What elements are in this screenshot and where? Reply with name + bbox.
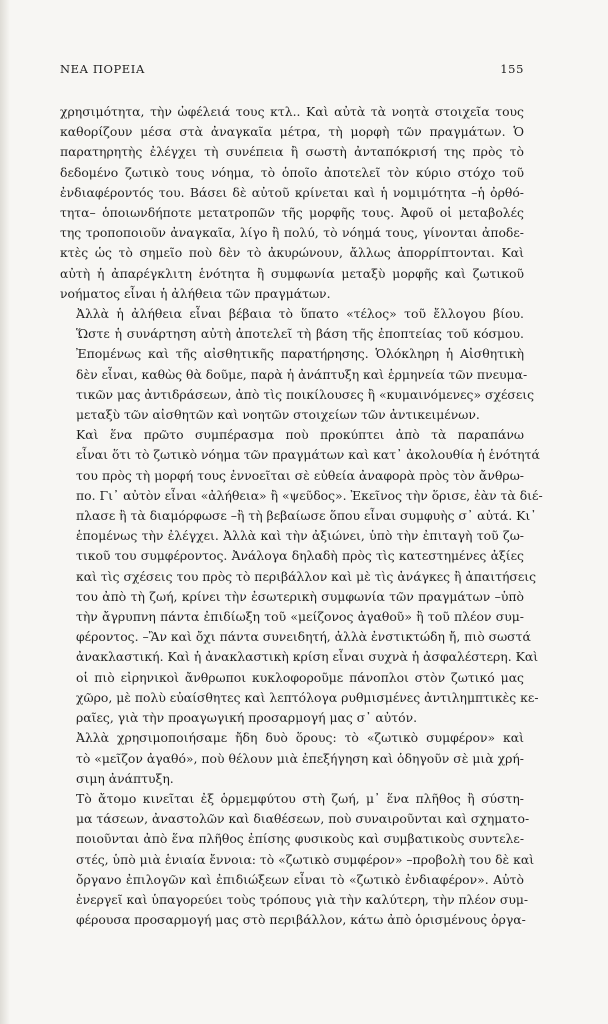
text-line: δὲν εἶναι, καθὼς θὰ δοῦμε, παρὰ ἡ ἀνάπτυξη καὶ ἑρμηνεία τῶν πνευμα- — [76, 366, 528, 382]
text-line: ἐνδιαφέροντός του. Βάσει δὲ αὐτοῦ κρίνεται καὶ ἡ νομιμότητα –ἡ ὀρθό- — [60, 184, 524, 200]
text-line: φέροντος. –Ἂν καὶ ὄχι πάντα συνειδητή, ἀλλὰ ἐνστικτώδη ἤ, πιὸ σωστά — [76, 629, 531, 645]
text-line: ποιοῦνται ἀπὸ ἕνα πλῆθος ἐπίσης φυσικοὺς καὶ συμβατικοὺς συντελε- — [76, 831, 524, 847]
text-line: παρατηρητὴς ἐλέγχει τὴ συνέπεια ἢ σωστὴ ἀνταπόκρισή της πρὸς τὸ — [60, 144, 524, 160]
text-line: ραῖες, γιὰ τὴν προαγωγική προσαρμογή μας σ᾽ αὐτόν. — [76, 710, 418, 726]
text-line: καθορίζουν μέσα στὰ ἀναγκαῖα μέτρα, τὴ μορφὴ τῶν πραγμάτων. Ὁ — [60, 124, 524, 140]
page-gutter-shadow — [0, 0, 10, 1024]
text-line: τὴν ἄγρυπνη πάντα ἐπιδίωξη τοῦ «μείζονος ἀγαθοῦ» ἢ τοῦ πλέον συμ- — [76, 609, 524, 625]
text-line: καὶ τὶς σχέσεις του πρὸς τὸ περιβάλλον καὶ μὲ τὶς ἀνάγκες ἢ ἀπαιτήσεις — [76, 568, 537, 584]
text-line: σιμη ἀνάπτυξη. — [76, 770, 174, 786]
text-line: Καὶ ἕνα πρῶτο συμπέρασμα ποὺ προκύπτει ἀπὸ τὰ παραπάνω — [76, 427, 524, 443]
text-line: τὸ «μεῖζον ἀγαθό», ποὺ θέλουν μιὰ ἐπεξήγηση καὶ ὁδηγοῦν σὲ μιὰ χρή- — [76, 750, 524, 766]
paragraph — [60, 304, 535, 425]
text-line: δεδομένο ζωτικὸ τους νόημα, τὸ ὁποῖο ἀποτελεῖ τὸν κύριο στόχο τοῦ — [60, 164, 524, 180]
text-line: χῶρο, μὲ πολὺ εὐαίσθητες καὶ λεπτόλογα ρυθμισμένες ἀντιλημπτικὲς κε- — [76, 689, 539, 705]
text-line: κτὲς ὡς τὸ σημεῖο ποὺ δὲν τὸ ἀκυρώνουν, ἄλλως ἀπορρίπτονται. Καὶ — [60, 245, 524, 261]
text-line: πλασε ἢ τὰ διαμόρφωσε –ἢ τὴ βεβαίωσε ὅπου εἶναι συμφυὴς σ᾽ αὐτά. Κι᾽ — [76, 508, 537, 524]
text-line: μα τάσεων, ἀναστολῶν καὶ διαθέσεων, ποὺ συναιροῦνται καὶ σχηματο- — [76, 811, 530, 827]
text-line: φέρουσα προσαρμογή μας στὸ περιβάλλον, κάτω ἀπὸ ὁρισμένους ὀργα- — [76, 912, 526, 928]
text-line: πο. Γι᾽ αὐτὸν εἶναι «ἀλήθεια» ἢ «ψεῦδος». Ἐκεῖνος τὴν ὅρισε, ἐὰν τὰ διέ- — [76, 487, 543, 503]
text-line: τικῶν μας ἀντιδράσεων, ἀπὸ τὶς ποικίλουσες ἢ «κυμαινόμενες» σχέσεις — [76, 386, 535, 402]
paragraph — [60, 102, 524, 304]
paragraph — [60, 425, 543, 728]
text-line: τητα– ὁποιωνδήποτε μετατροπῶν τῆς μορφῆς τους. Ἀφοῦ οἱ μεταβολές — [60, 205, 524, 221]
text-line: της τροποποιοῦν ἀναγκαῖα, λίγο ἢ πολύ, τὸ νόημά τους, γίνονται ἀποδε- — [60, 225, 524, 241]
text-line: οἱ πιὸ εἰρηνικοὶ ἄνθρωποι κυκλοφοροῦμε πάνοπλοι στὸν ζωτικό μας — [76, 669, 524, 685]
text-line: χρησιμότητα, τὴν ὠφέλειά τους κτλ.. Καὶ αὐτὰ τὰ νοητὰ στοιχεῖα τους — [60, 104, 524, 119]
text-line: του ἀπὸ τὴ ζωή, κρίνει τὴν ἐσωτερικὴ συμφωνία τῶν πραγμάτων –ὑπὸ — [76, 588, 524, 604]
page-body-text — [60, 102, 543, 930]
text-line: ἑπομένως τὴν ἐλέγχει. Ἀλλὰ καὶ τὴν ἀξιώνει, ὑπὸ τὴν ἐπιταγὴ τοῦ ζω- — [76, 528, 524, 544]
text-line: ὄργανο ἐπιλογῶν καὶ ἐπιδιώξεων εἶναι τὸ «ζωτικὸ ἐνδιαφέρον». Αὐτὸ — [76, 871, 524, 887]
paragraph — [60, 789, 535, 930]
text-line: ἐνεργεῖ καὶ ὑπαγορεύει τοὺς τρόπους γιὰ τὴν καλύτερη, τὴν πλέον συμ- — [76, 891, 529, 907]
text-line: εἶναι ὅτι τὸ ζωτικὸ νόημα τῶν πραγμάτων καὶ κατ᾽ ἀκολουθία ἡ ἑνότητά — [76, 447, 540, 463]
text-line: ἀνακλαστική. Καὶ ἡ ἀνακλαστικὴ κρίση εἶναι συχνὰ ἡ ἀσφαλέστερη. Καὶ — [76, 649, 539, 665]
text-line: Ὥστε ἡ συνάρτηση αὐτὴ ἀποτελεῖ τὴ βάση τῆς ἐποπτείας τοῦ κόσμου. — [76, 326, 524, 342]
page-number: 155 — [500, 62, 524, 76]
text-line: τικοῦ του συμφέροντος. Ἀνάλογα δηλαδὴ πρὸς τὶς κατεστημένες ἀξίες — [76, 548, 524, 564]
text-line: αὐτὴ ἡ ἀπαρέγκλιτη ἑνότητα ἢ συμφωνία μεταξὺ μορφῆς καὶ ζωτικοῦ — [60, 265, 524, 281]
running-title: ΝΕΑ ΠΟΡΕΙΑ — [60, 62, 145, 76]
text-line: του πρὸς τὴ μορφή τους ἐννοεῖται σὲ εὐθεία ἀναφορὰ πρὸς τὸν ἄνθρω- — [76, 467, 524, 483]
text-line: Ἀλλὰ χρησιμοποιήσαμε ἤδη δυὸ ὅρους: τὸ «ζωτικὸ συμφέρον» καὶ — [76, 730, 524, 746]
text-line: νοήματος εἶναι ἡ ἀλήθεια τῶν πραγμάτων. — [60, 285, 331, 301]
text-line: Ἐπομένως καὶ τῆς αἰσθητικῆς παρατήρησης. Ὁλόκληρη ἡ Αἰσθητικὴ — [76, 346, 524, 362]
text-line: Ἀλλὰ ἡ ἀλήθεια εἶναι βέβαια τὸ ὕπατο «τέλος» τοῦ ἔλλογου βίου. — [76, 306, 524, 322]
text-line: μεταξὺ τῶν αἰσθητῶν καὶ νοητῶν στοιχείων τῶν ἀντικειμένων. — [76, 407, 480, 423]
text-line: στές, ὑπὸ μιὰ ἑνιαία ἔννοια: τὸ «ζωτικὸ συμφέρον» –προβολὴ του δὲ καὶ — [76, 851, 535, 867]
text-line: Τὸ ἄτομο κινεῖται ἐξ ὁρμεμφύτου στὴ ζωή, μ᾽ ἕνα πλῆθος ἢ σύστη- — [76, 790, 524, 806]
paragraph — [60, 728, 524, 789]
